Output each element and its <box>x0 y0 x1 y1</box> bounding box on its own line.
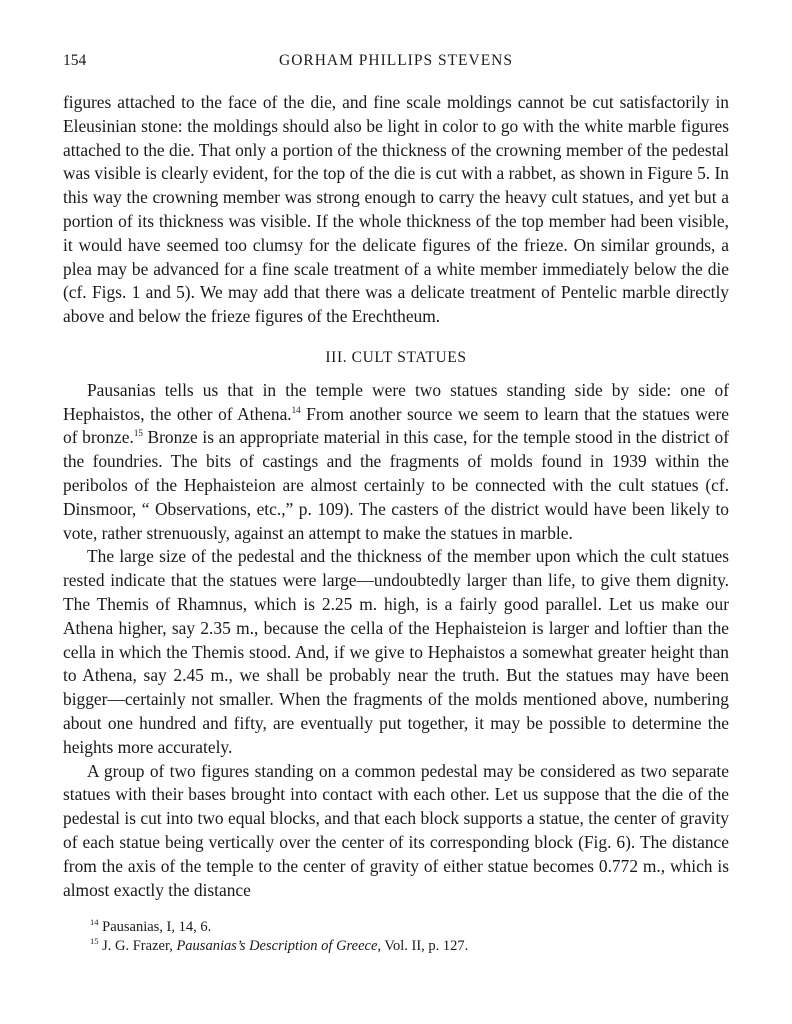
paragraph-continued: figures attached to the face of the die, and fine scale moldings cannot be cut satisfactorily in Eleusinian stone: the moldings should also be light in color to go with the white marble figures attached to the die. That only a portion of the thickness of the crowning member of the pedestal was visible is clearly evident, for the top of the die is cut with a rabbet, as shown in Figure 5. In this way the crowning member was strong enough to carry the heavy cult statues, and yet but a portion of its thickness was visible. If the whole thickness of the top member had been visible, it would have seemed too clumsy for the delicate figures of the frieze. On similar grounds, a plea may be advanced for a fine scale treatment of a white member immediately below the die (cf. Figs. 1 and 5). We may add that there was a delicate treatment of Pentelic marble directly above and below the frieze figures of the Erechtheum. <box>63 92 729 327</box>
page-header <box>63 52 729 76</box>
footnote-text: Pausanias, I, 14, 6. <box>98 919 212 935</box>
footnote-14 <box>90 918 729 937</box>
paragraph-pausanias <box>63 379 729 546</box>
paragraph-text: Bronze is an appropriate material in this case, for the temple stood in the district of the foundries. The bits of castings and the fragments of molds found in 1939 within the peribolos of the Hephaisteion are almost certainly to be connected with the cult statues (cf. Dinsmoor, “ Observations, etc.,” p. 109). The casters of the district would have been likely to vote, rather strenuously, against an attempt to make the statues in marble. <box>63 427 729 543</box>
paragraph-text: From another source we seem to learn that the statues were of bronze. <box>63 403 730 448</box>
footnote-ref[interactable]: 15 <box>133 428 143 439</box>
footnote-text-rest: , Vol. II, p. 127. <box>377 938 469 954</box>
footnote-15 <box>90 937 729 956</box>
footnote-number: 15 <box>90 936 99 947</box>
body-text <box>63 91 729 902</box>
section-heading: III. CULT STATUES <box>325 348 467 366</box>
page <box>63 52 729 902</box>
page-number: 154 <box>63 52 87 69</box>
footnote-text: J. G. Frazer, <box>98 938 177 954</box>
footnotes <box>63 918 729 956</box>
paragraph-size: The large size of the pedestal and the thickness of the member upon which the cult statues rested indicate that the statues were large—undoubtedly larger than life, to give them dignity. The Themis of Rhamnus, which is 2.25 m. high, is a fairly good parallel. Let us make our Athena higher, say 2.35 m., because the cella of the Hephaisteion is larger and loftier than the cella in which the Themis stood. And, if we give to Hephaistos a somewhat greater height than to Athena, say 2.45 m., we shall be probably near the truth. But the statues may have been bigger—certainly not smaller. When the fragments of the molds mentioned above, numbering about one hundred and fifty, are eventually put together, it may be possible to determine the heights more accurately. <box>63 546 729 757</box>
footnote-number: 14 <box>90 917 99 928</box>
footnote-book-title: Pausanias’s Description of Greece <box>176 938 378 954</box>
paragraph-group: A group of two figures standing on a common pedestal may be considered as two separate statues with their bases brought into contact with each other. Let us suppose that the die of the pedestal is cut into two equal blocks, and that each block supports a statue, the center of gravity of each statue being vertically over the center of its corresponding block (Fig. 6). The distance from the axis of the temple to the center of gravity of either statue becomes 0.772 m., which is almost exactly the distance <box>63 760 729 900</box>
footnote-ref[interactable]: 14 <box>291 404 301 415</box>
paragraph-text: Pausanias tells us that in the temple were two statues standing side by side: one of Hephaistos, the other of Athena. <box>63 379 729 424</box>
running-head: GORHAM PHILLIPS STEVENS <box>279 52 513 69</box>
